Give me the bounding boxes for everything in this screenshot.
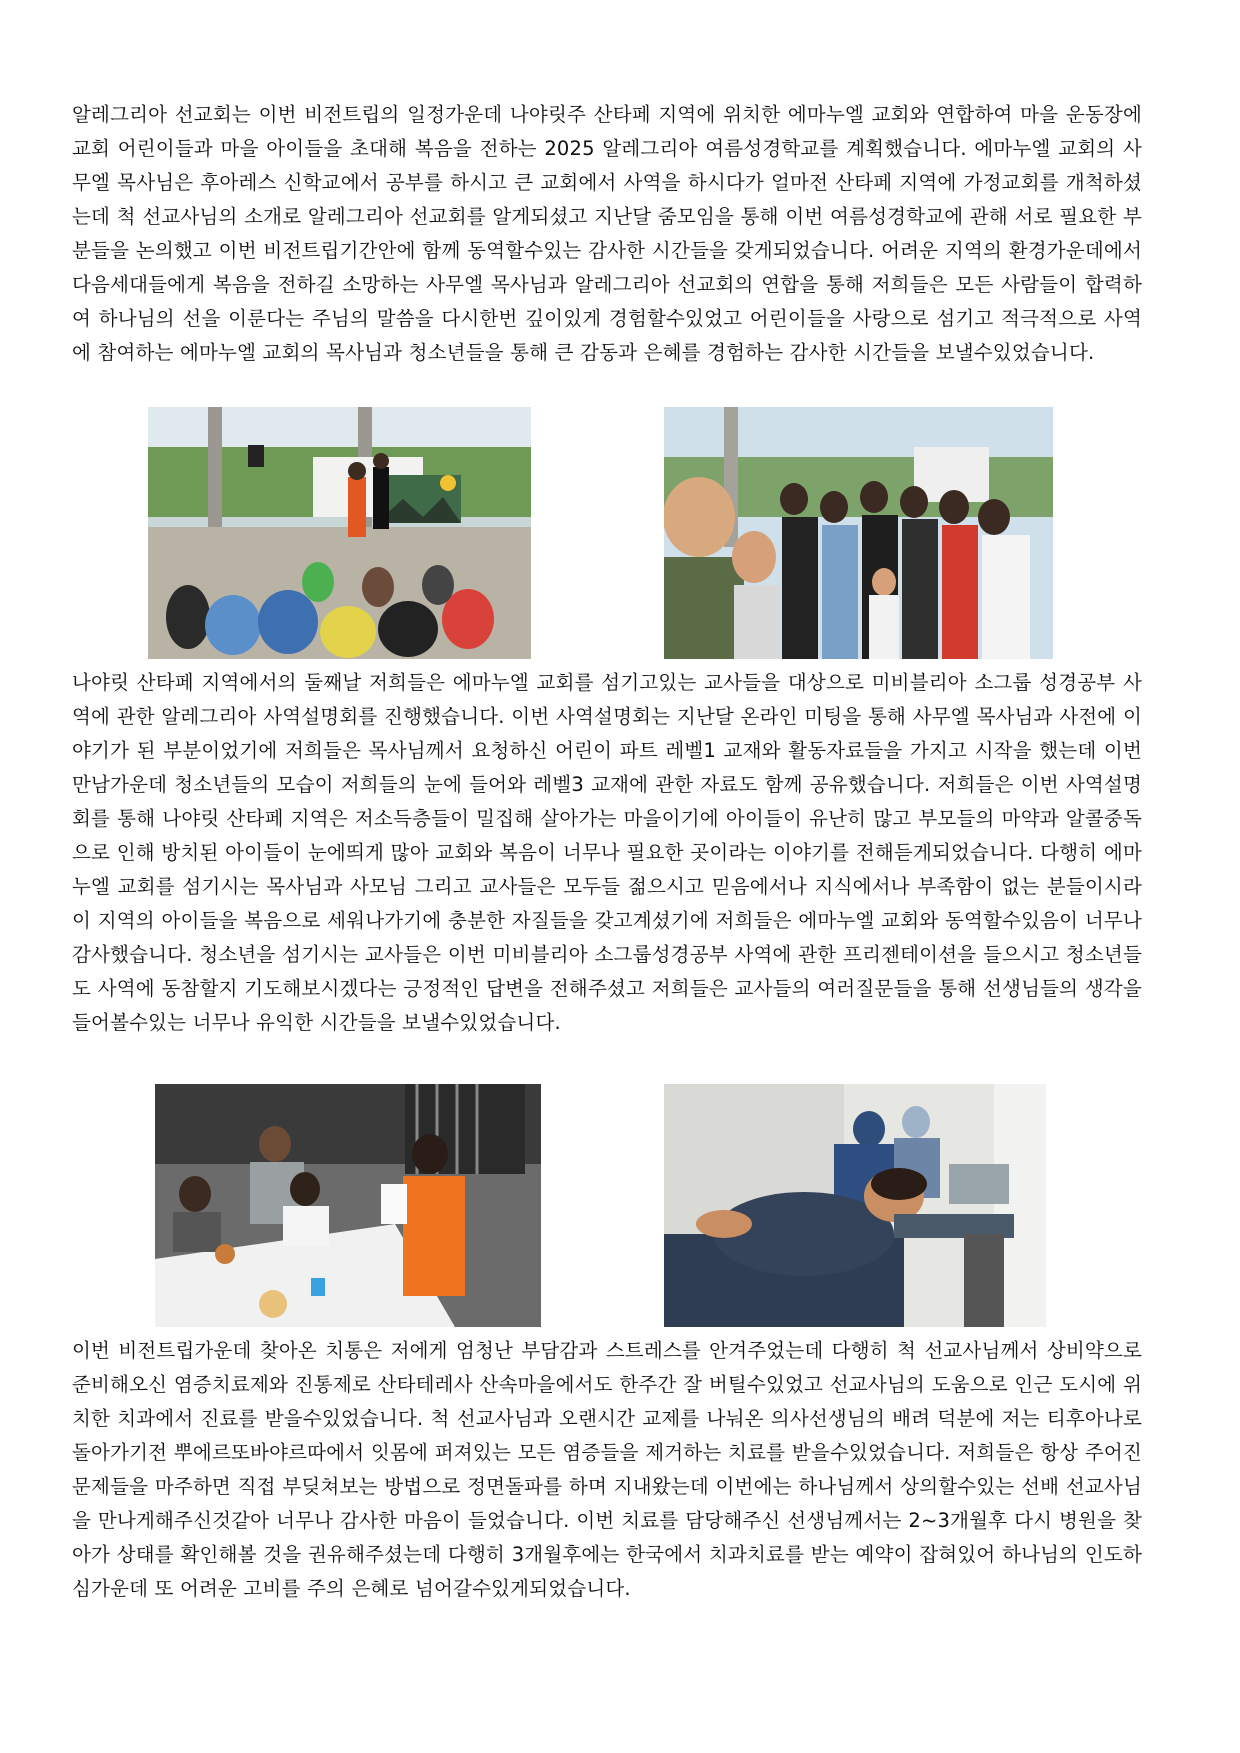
paragraph-ministry-briefing: 나야릿 산타페 지역에서의 둘째날 저희들은 에마누엘 교회를 섬기고있는 교사들을 대상으로 미비블리아 소그룹 성경공부 사역에 관한 알레그리아 사역설명회를 진행했습니다. 이번 사역설명회는 지난달 온라인 미팅을 통해 사무엘 목사님과 사전에 이야기가 된 부분이었기에 저희들은 목사님께서 요청하신 어린이 파트 레벨1 교재와 활동자료들을 가지고 시작을 했는데 이번 만남가운데 청소년들의 모습이 저희들의 눈에 들어와 레벨3 교재에 관한 자료도 함께 공유했습니다. 저희들은 이번 사역설명회를 통해 나야릿 산타페 지역은 저소득층들이 밀집해 살아가는 마을이기에 아이들이 유난히 많고 부모들의 마약과 알콜중독으로 인해 방치된 아이들이 눈에띄게 많아 교회와 복음이 너무나 필요한 곳이라는 이야기를 전해듣게되었습니다. 다행히 에마누엘 교회를 섬기시는 목사님과 사모님 그리고 교사들은 모두들 젊으시고 믿음에서나 지식에서나 부족함이 없는 분들이시라 이 지역의 아이들을 복음으로 세워나가기에 충분한 자질들을 갖고계셨기에 저희들은 에마누엘 교회와 동역할수있음이 너무나 감사했습니다. 청소년을 섬기시는 교사들은 이번 미비블리아 소그룹성경공부 사역에 관한 프리젠테이션을 들으시고 청소년들도 사역에 동참할지 기도해보시겠다는 긍정적인 답변을 전해주셨고 저희들은 교사들의 여러질문들을 통해 선생님들의 생각을 들어볼수있는 너무나 유익한 시간들을 보낼수있었습니다. [72, 671, 1142, 1034]
photo-dental-treatment [664, 1084, 1046, 1327]
photo-team-group-selfie-drawing [664, 407, 1053, 659]
photo-team-group-selfie [664, 407, 1053, 659]
paragraph-vbs-report: 알레그리아 선교회는 이번 비전트립의 일정가운데 나야릿주 산타페 지역에 위치한 에마누엘 교회와 연합하여 마을 운동장에 교회 어린이들과 마을 아이들을 초대해 복음을 전하는 2025 알레그리아 여름성경학교를 계획했습니다. 에마누엘 교회의 사무엘 목사님은 후아레스 신학교에서 공부를 하시고 큰 교회에서 사역을 하시다가 얼마전 산타페 지역에 가정교회를 개척하셨는데 척 선교사님의 소개로 알레그리아 선교회를 알게되셨고 지난달 줌모임을 통해 이번 여름성경학교에 관해 서로 필요한 부분들을 논의했고 이번 비전트립기간안에 함께 동역할수있는 감사한 시간들을 갖게되었습니다. 어려운 지역의 환경가운데에서 다음세대들에게 복음을 전하길 소망하는 사무엘 목사님과 알레그리아 선교회의 연합을 통해 저희들은 모든 사람들이 합력하여 하나님의 선을 이룬다는 주님의 말씀을 다시한번 깊이있게 경험할수있었고 어린이들을 사랑으로 섬기고 적극적으로 사역에 참여하는 에마누엘 교회의 목사님과 청소년들을 통해 큰 감동과 은혜를 경험하는 감사한 시간들을 보낼수있었습니다. [72, 103, 1142, 364]
photo-teacher-meeting-drawing [155, 1084, 541, 1327]
photo-vbs-outdoor-performance-drawing [148, 407, 531, 659]
paragraph-dental-treatment: 이번 비전트립가운데 찾아온 치통은 저에게 엄청난 부담감과 스트레스를 안겨주었는데 다행히 척 선교사님께서 상비약으로 준비해오신 염증치료제와 진통제로 산타테레사 산속마을에서도 한주간 잘 버틸수있었고 선교사님의 도움으로 인근 도시에 위치한 치과에서 진료를 받을수있었습니다. 척 선교사님과 오랜시간 교제를 나눠온 의사선생님의 배려 덕분에 저는 티후아나로 돌아가기전 뿌에르또바야르따에서 잇몸에 퍼져있는 모든 염증들을 제거하는 치료를 받을수있었습니다. 저희들은 항상 주어진 문제들을 마주하면 직접 부딪쳐보는 방법으로 정면돌파를 하며 지내왔는데 이번에는 하나님께서 상의할수있는 선배 선교사님을 만나게해주신것같아 너무나 감사한 마음이 들었습니다. 이번 치료를 담당해주신 선생님께서는 2~3개월후 다시 병원을 찾아가 상태를 확인해볼 것을 권유해주셨는데 다행히 3개월후에는 한국에서 치과치료를 받는 예약이 잡혀있어 하나님의 인도하심가운데 또 어려운 고비를 주의 은혜로 넘어갈수있게되었습니다. [72, 1339, 1142, 1600]
photo-dental-treatment-drawing [664, 1084, 1046, 1327]
photo-vbs-outdoor-performance [148, 407, 531, 659]
photo-teacher-meeting [155, 1084, 541, 1327]
